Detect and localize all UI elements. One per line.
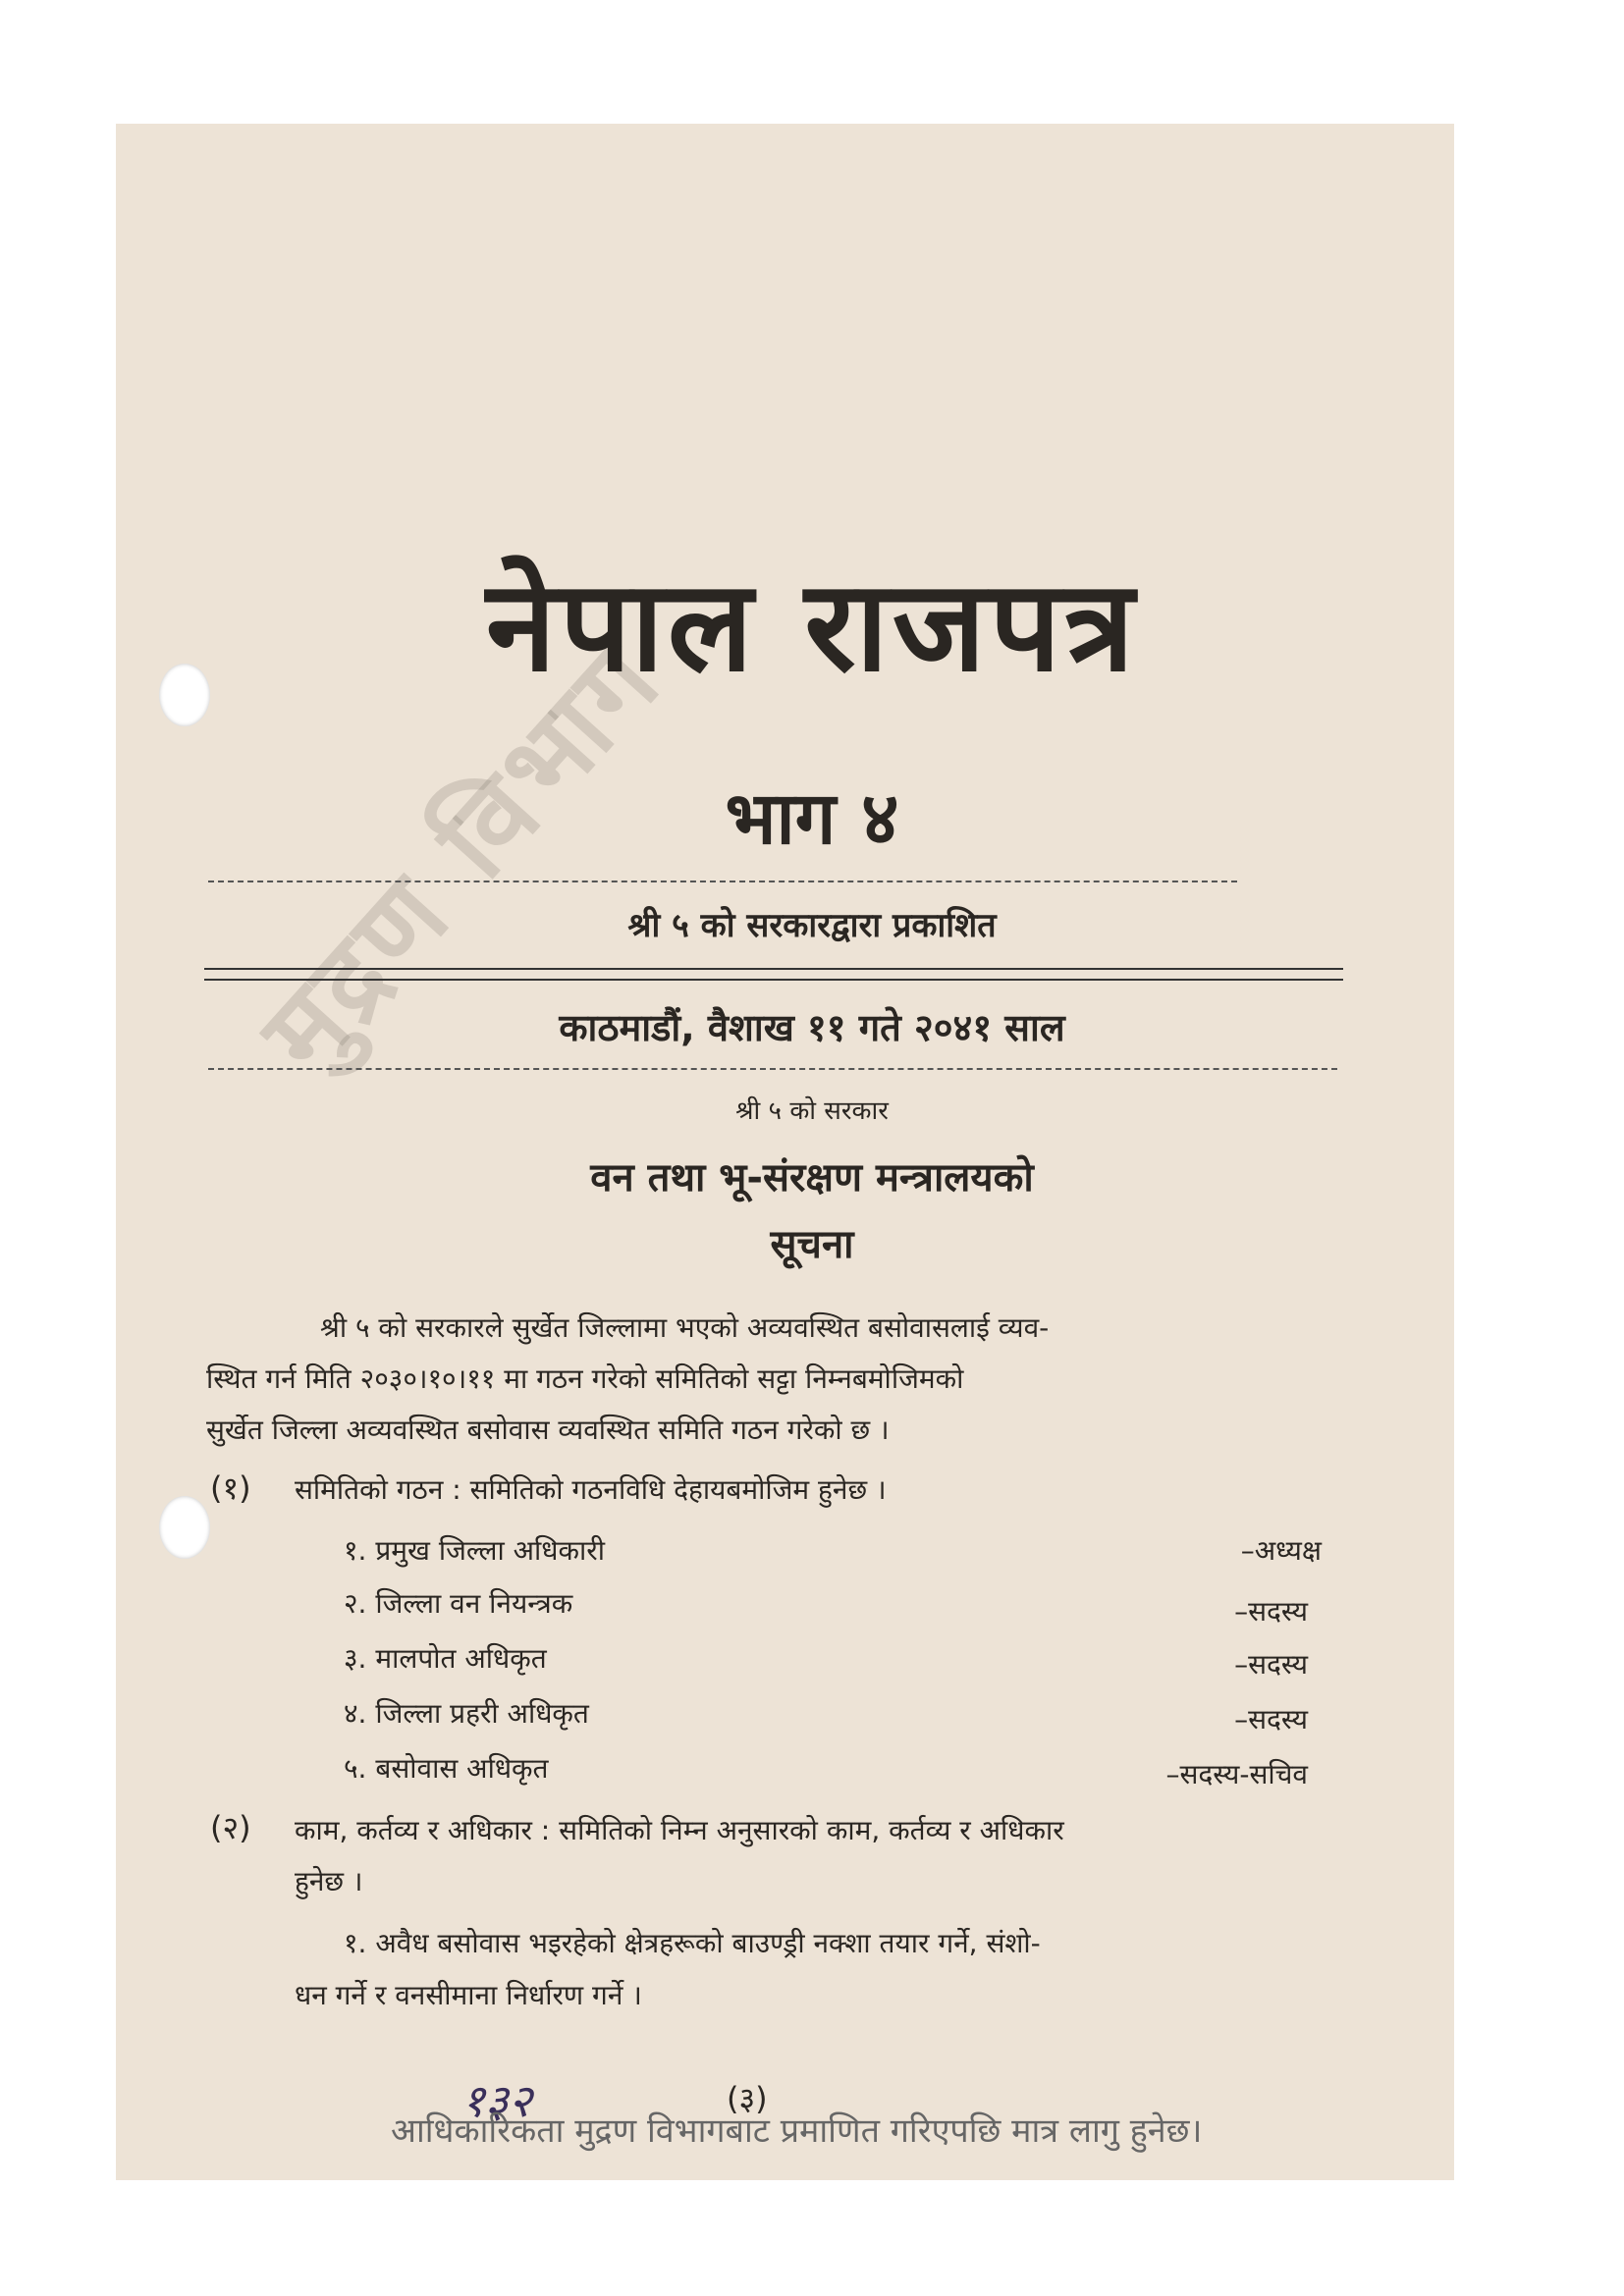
member-name: २. जिल्ला वन नियन्त्रक	[344, 1587, 573, 1620]
intro-line: सुर्खेत जिल्ला अव्यवस्थित बसोवास व्यवस्थित समिति गठन गरेको छ ।	[206, 1414, 890, 1446]
divider	[204, 968, 1343, 970]
duty-item: १. अवैध बसोवास भइरहेको क्षेत्रहरूको बाउण्ड्री नक्शा तयार गर्ने, संशो-	[344, 1927, 1041, 1959]
authenticity-notice: आधिकारिकता मुद्रण विभागबाट प्रमाणित गरिएपछि मात्र लागु हुनेछ।	[391, 2111, 1203, 2151]
ministry-line: वन तथा भू-संरक्षण मन्त्रालयको	[590, 1155, 1034, 1201]
punch-hole	[159, 1496, 210, 1559]
dateline: काठमाडौं, वैशाख ११ गते २०४१ साल	[559, 1006, 1065, 1049]
divider	[208, 881, 1237, 882]
divider	[204, 979, 1343, 981]
intro-line: स्थित गर्न मिति २०३०।१०।११ मा गठन गरेको समितिको सट्टा निम्नबमोजिमको	[206, 1362, 964, 1395]
handwritten-number: १३२	[461, 2074, 532, 2127]
member-role: –सदस्य	[1234, 1703, 1308, 1735]
member-name: १. प्रमुख जिल्ला अधिकारी	[344, 1534, 605, 1567]
government-line: श्री ५ को सरकार	[735, 1096, 889, 1126]
section-heading: समितिको गठन : समितिको गठनविधि देहायबमोजिम हुनेछ ।	[295, 1473, 887, 1506]
divider	[208, 1068, 1337, 1070]
gazette-part: भाग ४	[725, 776, 899, 861]
member-role: –सदस्य	[1234, 1648, 1308, 1681]
member-role: –अध्यक्ष	[1240, 1534, 1322, 1567]
section-number: (१)	[210, 1469, 251, 1507]
member-name: ४. जिल्ला प्रहरी अधिकृत	[344, 1697, 589, 1730]
section-text: हुनेछ ।	[295, 1865, 363, 1897]
intro-line: श्री ५ को सरकारले सुर्खेत जिल्लामा भएको अव्यवस्थित बसोवासलाई व्यव-	[320, 1311, 1050, 1344]
page-number: (३)	[727, 2080, 768, 2117]
member-name: ३. मालपोत अधिकृत	[344, 1642, 547, 1675]
member-name: ५. बसोवास अधिकृत	[344, 1752, 549, 1785]
member-role: –सदस्य	[1234, 1595, 1308, 1628]
section-heading: काम, कर्तव्य र अधिकार : समितिको निम्न अनुसारको काम, कर्तव्य र अधिकार	[295, 1814, 1064, 1846]
publisher-line: श्री ५ को सरकारद्वारा प्रकाशित	[627, 906, 997, 945]
duty-item: धन गर्ने र वनसीमाना निर्धारण गर्ने ।	[295, 1979, 642, 2011]
notice-heading: सूचना	[770, 1222, 854, 1267]
gazette-title: नेपाल राजपत्र	[485, 554, 1139, 700]
member-role: –सदस्य-सचिव	[1165, 1758, 1308, 1790]
watermark: मुद्रण विभाग	[237, 615, 686, 1095]
section-number: (२)	[210, 1809, 251, 1846]
